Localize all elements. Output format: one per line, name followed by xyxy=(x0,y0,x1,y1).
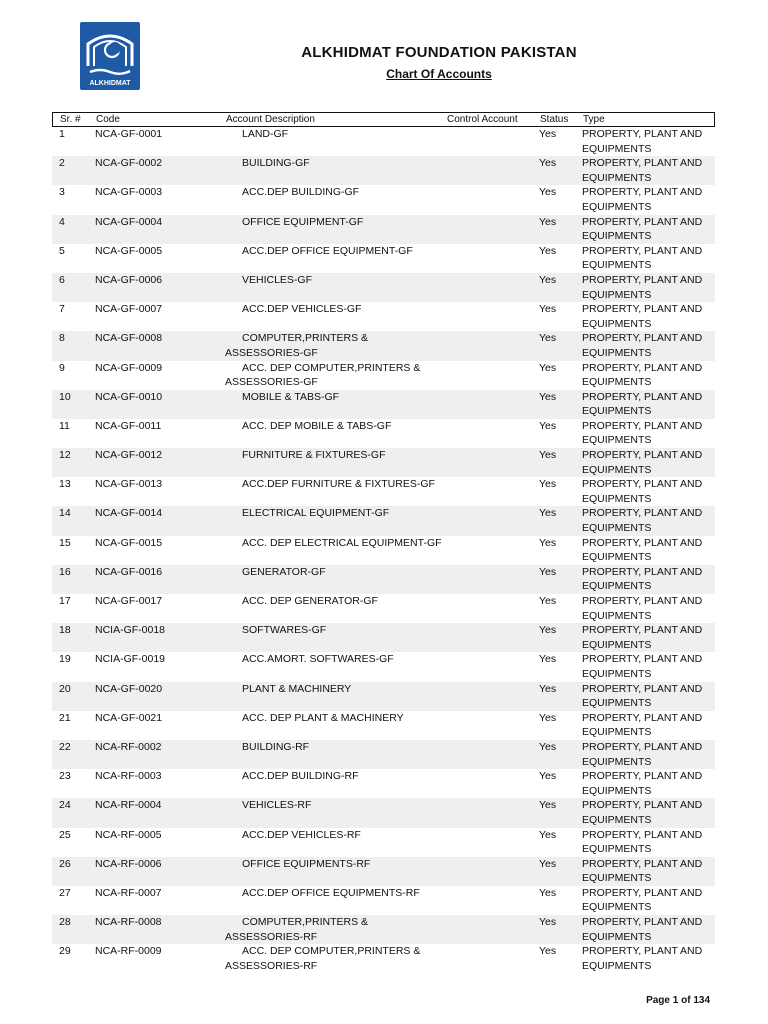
row-sr: 3 xyxy=(59,186,65,199)
row-status: Yes xyxy=(539,682,557,695)
table-row xyxy=(52,886,715,915)
table-row xyxy=(52,156,715,185)
row-status: Yes xyxy=(539,565,557,578)
row-sr: 21 xyxy=(59,711,71,724)
row-status: Yes xyxy=(539,507,557,520)
table-row xyxy=(52,419,715,448)
table-row xyxy=(52,915,715,944)
row-code: NCA-GF-0017 xyxy=(95,595,163,607)
row-code: NCA-GF-0005 xyxy=(95,244,163,257)
row-sr: 11 xyxy=(59,419,70,432)
table-row xyxy=(52,828,715,857)
row-status: Yes xyxy=(539,886,557,899)
table-body xyxy=(52,127,715,973)
row-type: PROPERTY, PLANT AND EQUIPMENTS xyxy=(582,507,703,535)
row-description: MOBILE & TABS-GF xyxy=(242,390,340,403)
row-type: PROPERTY, PLANT AND EQUIPMENTS xyxy=(582,186,703,213)
row-description: ACC.DEP BUILDING-GF xyxy=(242,186,360,199)
row-sr: 4 xyxy=(59,215,65,228)
row-status: Yes xyxy=(539,857,557,870)
row-status: Yes xyxy=(539,653,557,666)
row-description: ELECTRICAL EQUIPMENT-GF xyxy=(242,507,390,520)
row-code: NCA-RF-0008 xyxy=(95,916,162,929)
table-row xyxy=(52,273,715,302)
table-row xyxy=(52,594,715,623)
row-description: ACC.DEP BUILDING-RF xyxy=(242,770,359,783)
row-type: PROPERTY, PLANT AND EQUIPMENTS xyxy=(582,682,703,710)
row-description: PLANT & MACHINERY xyxy=(242,682,352,695)
row-code: NCA-GF-0020 xyxy=(95,682,163,695)
row-code: NCA-GF-0004 xyxy=(95,215,163,228)
row-description: COMPUTER,PRINTERS & ASSESSORIES-RF xyxy=(225,916,369,943)
table-row xyxy=(52,623,715,652)
row-sr: 2 xyxy=(59,157,65,170)
row-code: NCA-GF-0006 xyxy=(95,273,163,286)
row-code: NCA-RF-0007 xyxy=(95,886,162,899)
table-row xyxy=(52,477,715,506)
row-description: OFFICE EQUIPMENT-GF xyxy=(242,215,364,228)
row-type: PROPERTY, PLANT AND EQUIPMENTS xyxy=(582,273,703,301)
row-status: Yes xyxy=(539,624,557,637)
row-status: Yes xyxy=(539,419,557,432)
table-row xyxy=(52,185,715,214)
row-status: Yes xyxy=(539,595,557,607)
row-description: BUILDING-RF xyxy=(242,740,310,753)
row-code: NCA-RF-0004 xyxy=(95,799,162,812)
table-row xyxy=(52,127,715,156)
row-description: OFFICE EQUIPMENTS-RF xyxy=(242,857,371,870)
row-type: PROPERTY, PLANT AND EQUIPMENTS xyxy=(582,770,703,797)
row-sr: 5 xyxy=(59,244,65,257)
table-row xyxy=(52,331,715,360)
table-row xyxy=(52,769,715,798)
row-code: NCA-RF-0009 xyxy=(95,945,162,958)
row-description: ACC. DEP MOBILE & TABS-GF xyxy=(242,419,392,432)
table-row xyxy=(52,302,715,331)
row-type: PROPERTY, PLANT AND EQUIPMENTS xyxy=(582,361,703,389)
row-type: PROPERTY, PLANT AND EQUIPMENTS xyxy=(582,916,703,943)
row-status: Yes xyxy=(539,828,557,841)
row-sr: 29 xyxy=(59,945,71,958)
row-sr: 17 xyxy=(59,595,71,607)
row-sr: 1 xyxy=(59,128,65,140)
row-status: Yes xyxy=(539,332,557,345)
table-row xyxy=(52,506,715,535)
row-description: ACC. DEP GENERATOR-GF xyxy=(242,595,378,607)
row-type: PROPERTY, PLANT AND EQUIPMENTS xyxy=(582,303,703,330)
row-status: Yes xyxy=(539,770,557,783)
document-title: Chart Of Accounts xyxy=(386,67,492,81)
row-description: LAND-GF xyxy=(242,128,289,140)
row-code: NCA-GF-0014 xyxy=(95,507,163,520)
row-code: NCA-GF-0007 xyxy=(95,303,163,316)
row-code: NCA-GF-0008 xyxy=(95,332,163,345)
header-code: Code xyxy=(96,114,120,125)
logo-wordmark: ALKHIDMAT xyxy=(89,80,131,87)
header-control-account: Control Account xyxy=(447,114,518,125)
row-status: Yes xyxy=(539,157,557,170)
row-status: Yes xyxy=(539,303,557,316)
row-sr: 15 xyxy=(59,536,71,549)
row-type: PROPERTY, PLANT AND EQUIPMENTS xyxy=(582,624,703,651)
row-code: NCA-GF-0011 xyxy=(95,419,162,432)
row-status: Yes xyxy=(539,244,557,257)
row-type: PROPERTY, PLANT AND EQUIPMENTS xyxy=(582,828,703,856)
row-sr: 20 xyxy=(59,682,71,695)
row-type: PROPERTY, PLANT AND EQUIPMENTS xyxy=(582,128,703,155)
table-row xyxy=(52,361,715,390)
row-sr: 8 xyxy=(59,332,65,345)
row-description: SOFTWARES-GF xyxy=(242,624,327,637)
row-code: NCA-RF-0002 xyxy=(95,740,162,753)
row-code: NCA-GF-0010 xyxy=(95,390,163,403)
row-code: NCA-GF-0003 xyxy=(95,186,163,199)
row-description: ACC. DEP ELECTRICAL EQUIPMENT-GF xyxy=(242,536,442,549)
row-code: NCA-GF-0012 xyxy=(95,449,163,462)
row-sr: 28 xyxy=(59,916,71,929)
row-type: PROPERTY, PLANT AND EQUIPMENTS xyxy=(582,945,703,972)
row-type: PROPERTY, PLANT AND EQUIPMENTS xyxy=(582,332,703,359)
table-row xyxy=(52,711,715,740)
table-row xyxy=(52,390,715,419)
row-status: Yes xyxy=(539,799,557,812)
row-description: ACC. DEP PLANT & MACHINERY xyxy=(242,711,404,724)
table-row xyxy=(52,536,715,565)
row-code: NCIA-GF-0018 xyxy=(95,624,166,637)
page-number: Page 1 of 134 xyxy=(646,995,710,1006)
row-sr: 26 xyxy=(59,857,71,870)
table-row xyxy=(52,448,715,477)
row-sr: 24 xyxy=(59,799,71,812)
row-type: PROPERTY, PLANT AND EQUIPMENTS xyxy=(582,157,703,184)
header-status: Status xyxy=(540,114,569,125)
row-type: PROPERTY, PLANT AND EQUIPMENTS xyxy=(582,711,703,739)
row-description: ACC.DEP VEHICLES-GF xyxy=(242,303,362,316)
row-sr: 14 xyxy=(59,507,71,520)
row-type: PROPERTY, PLANT AND EQUIPMENTS xyxy=(582,740,703,768)
row-type: PROPERTY, PLANT AND EQUIPMENTS xyxy=(582,215,703,243)
row-status: Yes xyxy=(539,478,557,491)
row-sr: 23 xyxy=(59,770,71,783)
header-description: Account Description xyxy=(226,114,315,125)
row-sr: 7 xyxy=(59,303,65,316)
organization-title: ALKHIDMAT FOUNDATION PAKISTAN xyxy=(301,44,577,61)
row-type: PROPERTY, PLANT AND EQUIPMENTS xyxy=(582,244,703,272)
row-sr: 27 xyxy=(59,886,71,899)
row-type: PROPERTY, PLANT AND EQUIPMENTS xyxy=(582,886,703,914)
table-row xyxy=(52,944,715,973)
table-row xyxy=(52,215,715,244)
table-row xyxy=(52,857,715,886)
row-code: NCA-GF-0009 xyxy=(95,361,163,374)
table-row xyxy=(52,740,715,769)
table-row xyxy=(52,244,715,273)
row-status: Yes xyxy=(539,740,557,753)
row-status: Yes xyxy=(539,128,557,140)
row-code: NCA-RF-0003 xyxy=(95,770,162,783)
row-type: PROPERTY, PLANT AND EQUIPMENTS xyxy=(582,653,703,680)
table-row xyxy=(52,565,715,594)
row-sr: 18 xyxy=(59,624,71,637)
row-code: NCA-GF-0013 xyxy=(95,478,163,491)
row-description: ACC.AMORT. SOFTWARES-GF xyxy=(242,653,394,666)
row-status: Yes xyxy=(539,711,557,724)
row-description: COMPUTER,PRINTERS & ASSESSORIES-GF xyxy=(225,332,369,359)
row-status: Yes xyxy=(539,449,557,462)
row-sr: 22 xyxy=(59,740,71,753)
row-description: ACC.DEP OFFICE EQUIPMENTS-RF xyxy=(242,886,420,899)
row-code: NCA-RF-0006 xyxy=(95,857,162,870)
table-row xyxy=(52,652,715,681)
row-sr: 6 xyxy=(59,273,65,286)
row-sr: 12 xyxy=(59,449,71,462)
row-type: PROPERTY, PLANT AND EQUIPMENTS xyxy=(582,595,703,622)
row-type: PROPERTY, PLANT AND EQUIPMENTS xyxy=(582,449,703,476)
row-status: Yes xyxy=(539,215,557,228)
row-description: ACC.DEP OFFICE EQUIPMENT-GF xyxy=(242,244,413,257)
row-status: Yes xyxy=(539,536,557,549)
row-type: PROPERTY, PLANT AND EQUIPMENTS xyxy=(582,390,703,418)
row-description: VEHICLES-GF xyxy=(242,273,313,286)
row-type: PROPERTY, PLANT AND EQUIPMENTS xyxy=(582,419,703,447)
accounts-table xyxy=(52,112,715,973)
row-type: PROPERTY, PLANT AND EQUIPMENTS xyxy=(582,799,703,826)
row-description: BUILDING-GF xyxy=(242,157,310,170)
row-description: ACC.DEP VEHICLES-RF xyxy=(242,828,361,841)
row-description: FURNITURE & FIXTURES-GF xyxy=(242,449,386,462)
row-code: NCA-GF-0001 xyxy=(95,128,163,140)
row-description: VEHICLES-RF xyxy=(242,799,312,812)
row-sr: 10 xyxy=(59,390,71,403)
header-type: Type xyxy=(583,114,605,125)
row-code: NCIA-GF-0019 xyxy=(95,653,166,666)
row-type: PROPERTY, PLANT AND EQUIPMENTS xyxy=(582,857,703,885)
row-code: NCA-GF-0016 xyxy=(95,565,163,578)
header-sr: Sr. # xyxy=(60,114,81,125)
table-header xyxy=(52,112,715,127)
row-type: PROPERTY, PLANT AND EQUIPMENTS xyxy=(582,536,703,564)
table-row xyxy=(52,798,715,827)
row-status: Yes xyxy=(539,916,557,929)
row-sr: 13 xyxy=(59,478,71,491)
row-code: NCA-GF-0021 xyxy=(95,711,163,724)
row-type: PROPERTY, PLANT AND EQUIPMENTS xyxy=(582,565,703,593)
row-description: ACC. DEP COMPUTER,PRINTERS & ASSESSORIES-RF xyxy=(225,945,421,972)
row-status: Yes xyxy=(539,945,557,958)
row-description: ACC.DEP FURNITURE & FIXTURES-GF xyxy=(242,478,435,491)
row-status: Yes xyxy=(539,390,557,403)
row-sr: 9 xyxy=(59,361,65,374)
row-sr: 19 xyxy=(59,653,71,666)
row-status: Yes xyxy=(539,361,557,374)
row-sr: 25 xyxy=(59,828,71,841)
row-type: PROPERTY, PLANT AND EQUIPMENTS xyxy=(582,478,703,505)
row-sr: 16 xyxy=(59,565,71,578)
table-row xyxy=(52,682,715,711)
row-code: NCA-RF-0005 xyxy=(95,828,162,841)
row-description: GENERATOR-GF xyxy=(242,565,326,578)
row-code: NCA-GF-0002 xyxy=(95,157,163,170)
row-status: Yes xyxy=(539,186,557,199)
row-status: Yes xyxy=(539,273,557,286)
row-description: ACC. DEP COMPUTER,PRINTERS & ASSESSORIES-GF xyxy=(225,361,421,389)
row-code: NCA-GF-0015 xyxy=(95,536,163,549)
